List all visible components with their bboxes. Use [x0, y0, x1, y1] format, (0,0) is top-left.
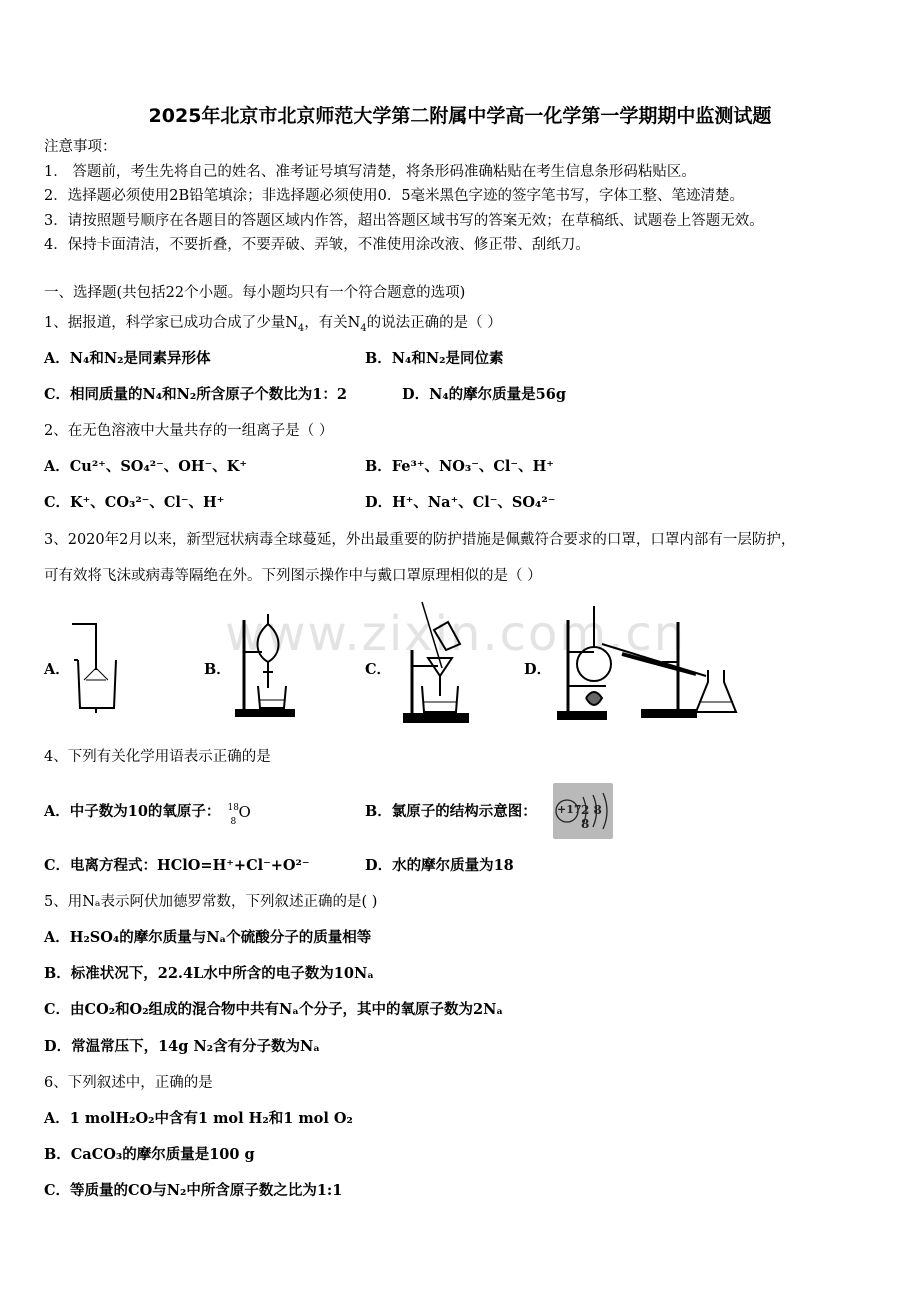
q4-option-a[interactable]: A．中子数为10的氧原子： 18 8 O [44, 802, 254, 822]
notice-item: 1． 答题前，考生先将自己的姓名、准考证号填写清楚，将条形码准确粘贴在考生信息条形码粘贴区。 [44, 164, 696, 180]
q2-option-c[interactable]: C．K⁺、CO₃²⁻、Cl⁻、H⁺ [44, 494, 225, 511]
q4-option-b[interactable]: B．氯原子的结构示意图： [365, 803, 537, 820]
q1-option-d[interactable]: D．N₄的摩尔质量是56g [402, 386, 566, 403]
q6-option-a[interactable]: A．1 molH₂O₂中含有1 mol H₂和1 mol O₂ [44, 1110, 353, 1127]
page-title: 2025年北京市北京师范大学第二附属中学高一化学第一学期期中监测试题 [148, 105, 772, 127]
q3-option-b-label[interactable]: B． [204, 661, 231, 678]
atomic-number: 8 [230, 817, 237, 827]
distillation-apparatus-icon [556, 602, 744, 724]
beaker-tube-apparatus-icon [66, 620, 126, 715]
filtration-apparatus-icon [400, 600, 472, 725]
q1-option-a[interactable]: A．N₄和N₂是同素异形体 [44, 350, 211, 367]
notice-item: 2．选择题必须使用2B铅笔填涂；非选择题必须使用0．5毫米黑色字迹的签字笔书写，字体工整、笔迹清楚。 [44, 188, 745, 204]
notice-item: 4．保持卡面清洁，不要折叠，不要弄破、弄皱，不准使用涂改液、修正带、刮纸刀。 [44, 237, 590, 253]
question-6-stem: 6、下列叙述中，正确的是 [44, 1075, 213, 1091]
q4-option-c[interactable]: C．电离方程式：HClO=H⁺+Cl⁻+O²⁻ [44, 857, 310, 874]
notice-item: 3．请按照题号顺序在各题目的答题区域内作答，超出答题区域书写的答案无效；在草稿纸、试题卷上答题无效。 [44, 213, 764, 229]
element-symbol: O [238, 803, 251, 821]
q3-option-d-label[interactable]: D． [524, 661, 552, 678]
question-2-stem: 2、在无色溶液中大量共存的一组离子是（ ） [44, 423, 334, 439]
mass-number: 18 [227, 803, 239, 813]
question-3-stem-line2: 可有效将飞沫或病毒等隔绝在外。下列图示操作中与戴口罩原理相似的是（ ） [44, 568, 542, 584]
q5-option-b[interactable]: B．标准状况下，22.4L水中所含的电子数为10Nₐ [44, 965, 374, 982]
question-3-stem-line1: 3、2020年2月以来，新型冠状病毒全球蔓延，外出最重要的防护措施是佩戴符合要求的口罩，口罩内部有一层防护， [44, 532, 796, 548]
q6-option-b[interactable]: B．CaCO₃的摩尔质量是100 g [44, 1146, 255, 1163]
section-heading: 一、选择题(共包括22个小题。每小题均只有一个符合题意的选项) [44, 285, 466, 301]
q1-option-c[interactable]: C．相同质量的N₄和N₂所含原子个数比为1：2 [44, 386, 347, 403]
q5-option-d[interactable]: D．常温常压下，14g N₂含有分子数为Nₐ [44, 1038, 321, 1055]
q2-option-a[interactable]: A．Cu²⁺、SO₄²⁻、OH⁻、K⁺ [44, 458, 248, 475]
question-5-stem: 5、用Nₐ表示阿伏加德罗常数，下列叙述正确的是( ) [44, 894, 378, 910]
q3-option-a-label[interactable]: A． [44, 661, 70, 678]
q5-option-a[interactable]: A．H₂SO₄的摩尔质量与Nₐ个硫酸分子的质量相等 [44, 929, 372, 946]
q3-option-c-label[interactable]: C． [365, 661, 392, 678]
q2-option-b[interactable]: B．Fe³⁺、NO₃⁻、Cl⁻、H⁺ [365, 458, 554, 475]
chlorine-atom-diagram: +17 2 8 8 [553, 783, 613, 839]
q4-option-d[interactable]: D．水的摩尔质量为18 [365, 857, 514, 874]
q6-option-c[interactable]: C．等质量的CO与N₂中所含原子数之比为1:1 [44, 1182, 343, 1199]
q5-option-c[interactable]: C．由CO₂和O₂组成的混合物中共有Nₐ个分子，其中的氧原子数为2Nₐ [44, 1001, 504, 1018]
question-4-stem: 4、下列有关化学用语表示正确的是 [44, 749, 271, 765]
q2-option-d[interactable]: D．H⁺、Na⁺、Cl⁻、SO₄²⁻ [365, 494, 556, 511]
notice-heading: 注意事项： [44, 139, 117, 155]
question-1-stem: 1、据报道，科学家已成功合成了少量$N_4$，有关$N_4$的说法正确的是（ ） [44, 315, 502, 334]
q1-option-b[interactable]: B．N₄和N₂是同位素 [365, 350, 504, 367]
separatory-funnel-icon [232, 610, 297, 720]
watermark: www.zixin.com.cn [225, 606, 687, 662]
